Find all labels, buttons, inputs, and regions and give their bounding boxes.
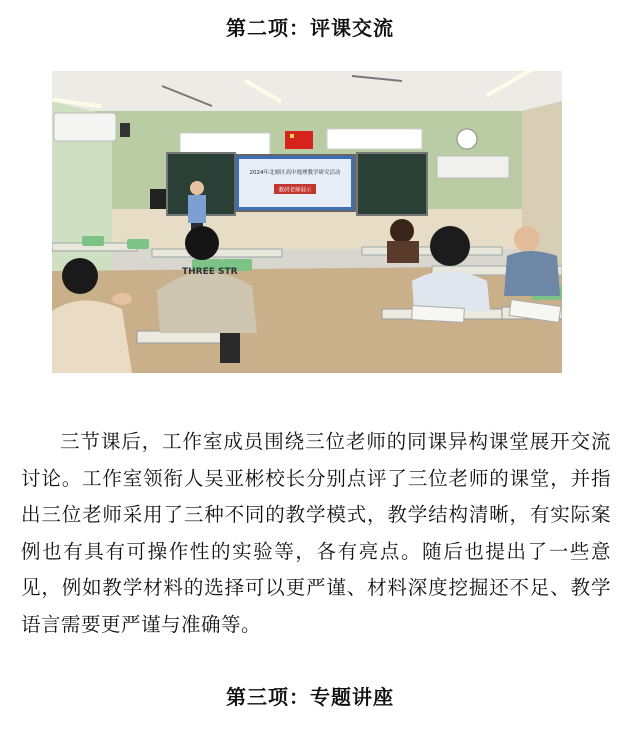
paper-sheet — [412, 306, 465, 323]
section-heading-review: 第二项：评课交流 — [226, 16, 394, 40]
speaker — [120, 123, 130, 137]
blackboard-right — [357, 153, 427, 215]
slide-title: 2024年北塘区高中地理教学研究活动 — [249, 170, 341, 176]
body-paragraph: 三节课后，工作室成员围绕三位老师的同课异构课堂展开交流讨论。工作室领衔人吴亚彬校长分别点评了三位老师的课堂，并指出三位老师采用了三种不同的教学模式，教学结构清晰，有实际案例也有具有可操作性的实验等，各有亮点。随后也提出了一些意见，例如教学材料的选择可以更严谨、材料深度挖掘还不足、教学语言需要更严谨与准确等。 — [21, 430, 611, 636]
ceiling — [52, 71, 562, 111]
slide-subtitle: 教研老师展示 — [278, 187, 312, 194]
shirt-text: THREE STR — [182, 267, 238, 277]
wall-clock — [457, 129, 477, 149]
notice-board — [180, 133, 270, 155]
classroom-photo — [52, 71, 562, 373]
classroom-scene — [52, 71, 562, 373]
notice-board — [327, 129, 422, 149]
cabinet — [150, 189, 166, 209]
section-heading-lecture: 第三项：专题讲座 — [226, 685, 394, 709]
air-conditioner — [54, 113, 116, 141]
flag — [285, 131, 313, 149]
notice-board — [437, 156, 509, 178]
